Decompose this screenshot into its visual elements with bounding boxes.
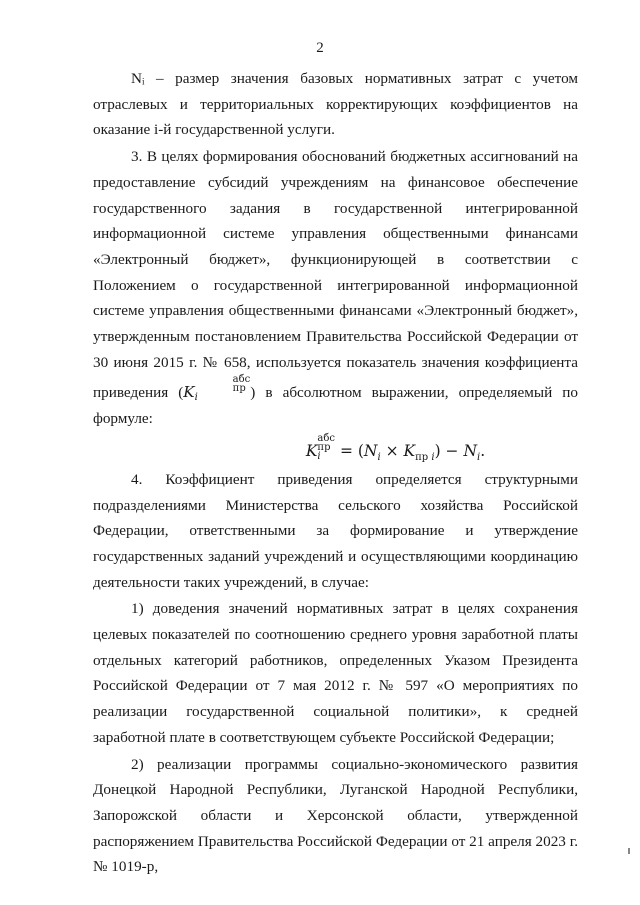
formula-k-symbol: K bbox=[305, 441, 318, 460]
paragraph-3 bbox=[93, 144, 578, 432]
list-item-2: 2) реализации программы социально-экономического развития Донецкой Народной Республики, Луганской Народной Республики, Запорожской области и Херсонской области, утвержденной распоряжением Правительства Российской Федерации от 21 апреля 2023 г. № 1019-р, bbox=[93, 755, 579, 876]
list-item-1: 1) доведения значений нормативных затрат в целях сохранения целевых показателей по соотношению среднего уровня заработной платы отдельных категорий работников, определенных Указом Президента Российской Федерации от 7 мая 2012 г. № 597 «О мероприятиях по реализации государственной социальной политики», к средней заработной плате в соответствующем субъекте Российской Федерации; bbox=[93, 600, 578, 746]
paragraph-3-text-end: ) в абсолютном выражении, определяемый по формуле: bbox=[93, 384, 578, 428]
coefficient-inline-symbol: K абс пр i bbox=[183, 374, 251, 404]
ni-definition-paragraph: Nᵢ – размер значения базовых нормативных затрат с учетом отраслевых и территориальных корректирующих коэффициентов на оказание i-й государственной услуги. bbox=[93, 70, 578, 139]
paragraph-3-text: 3. В целях формирования обоснований бюджетных ассигнований на предоставление субсидий учреждениям на финансовое обеспечение государственного задания в государственной интегрированной информационной системе управления общественными финансами «Электронный бюджет», функционирующей в соответствии с Положением о государственной интегрированной информационной системе управления общественными финансами «Электронный бюджет», утвержденным постановлением Правительства Российской Федерации от 30 июня 2015 г. № 658, используется показатель значения коэффициента приведения ( bbox=[93, 148, 578, 402]
formula: K абс пр i = $(N_i \times K_{пр i}) - N_i$. bbox=[305, 432, 486, 463]
page-number: 2 bbox=[316, 40, 324, 56]
scan-artifact-mark bbox=[628, 848, 630, 854]
document-body bbox=[93, 66, 578, 880]
paragraph-4: 4. Коэффициент приведения определяется структурными подразделениями Министерства сельского хозяйства Российской Федерации, ответственными за формирование и утверждение государственных заданий учреждений и осуществляющими координацию деятельности таких учреждений, в случае: bbox=[93, 470, 578, 591]
formula-k-indices: абс пр i bbox=[317, 432, 336, 462]
